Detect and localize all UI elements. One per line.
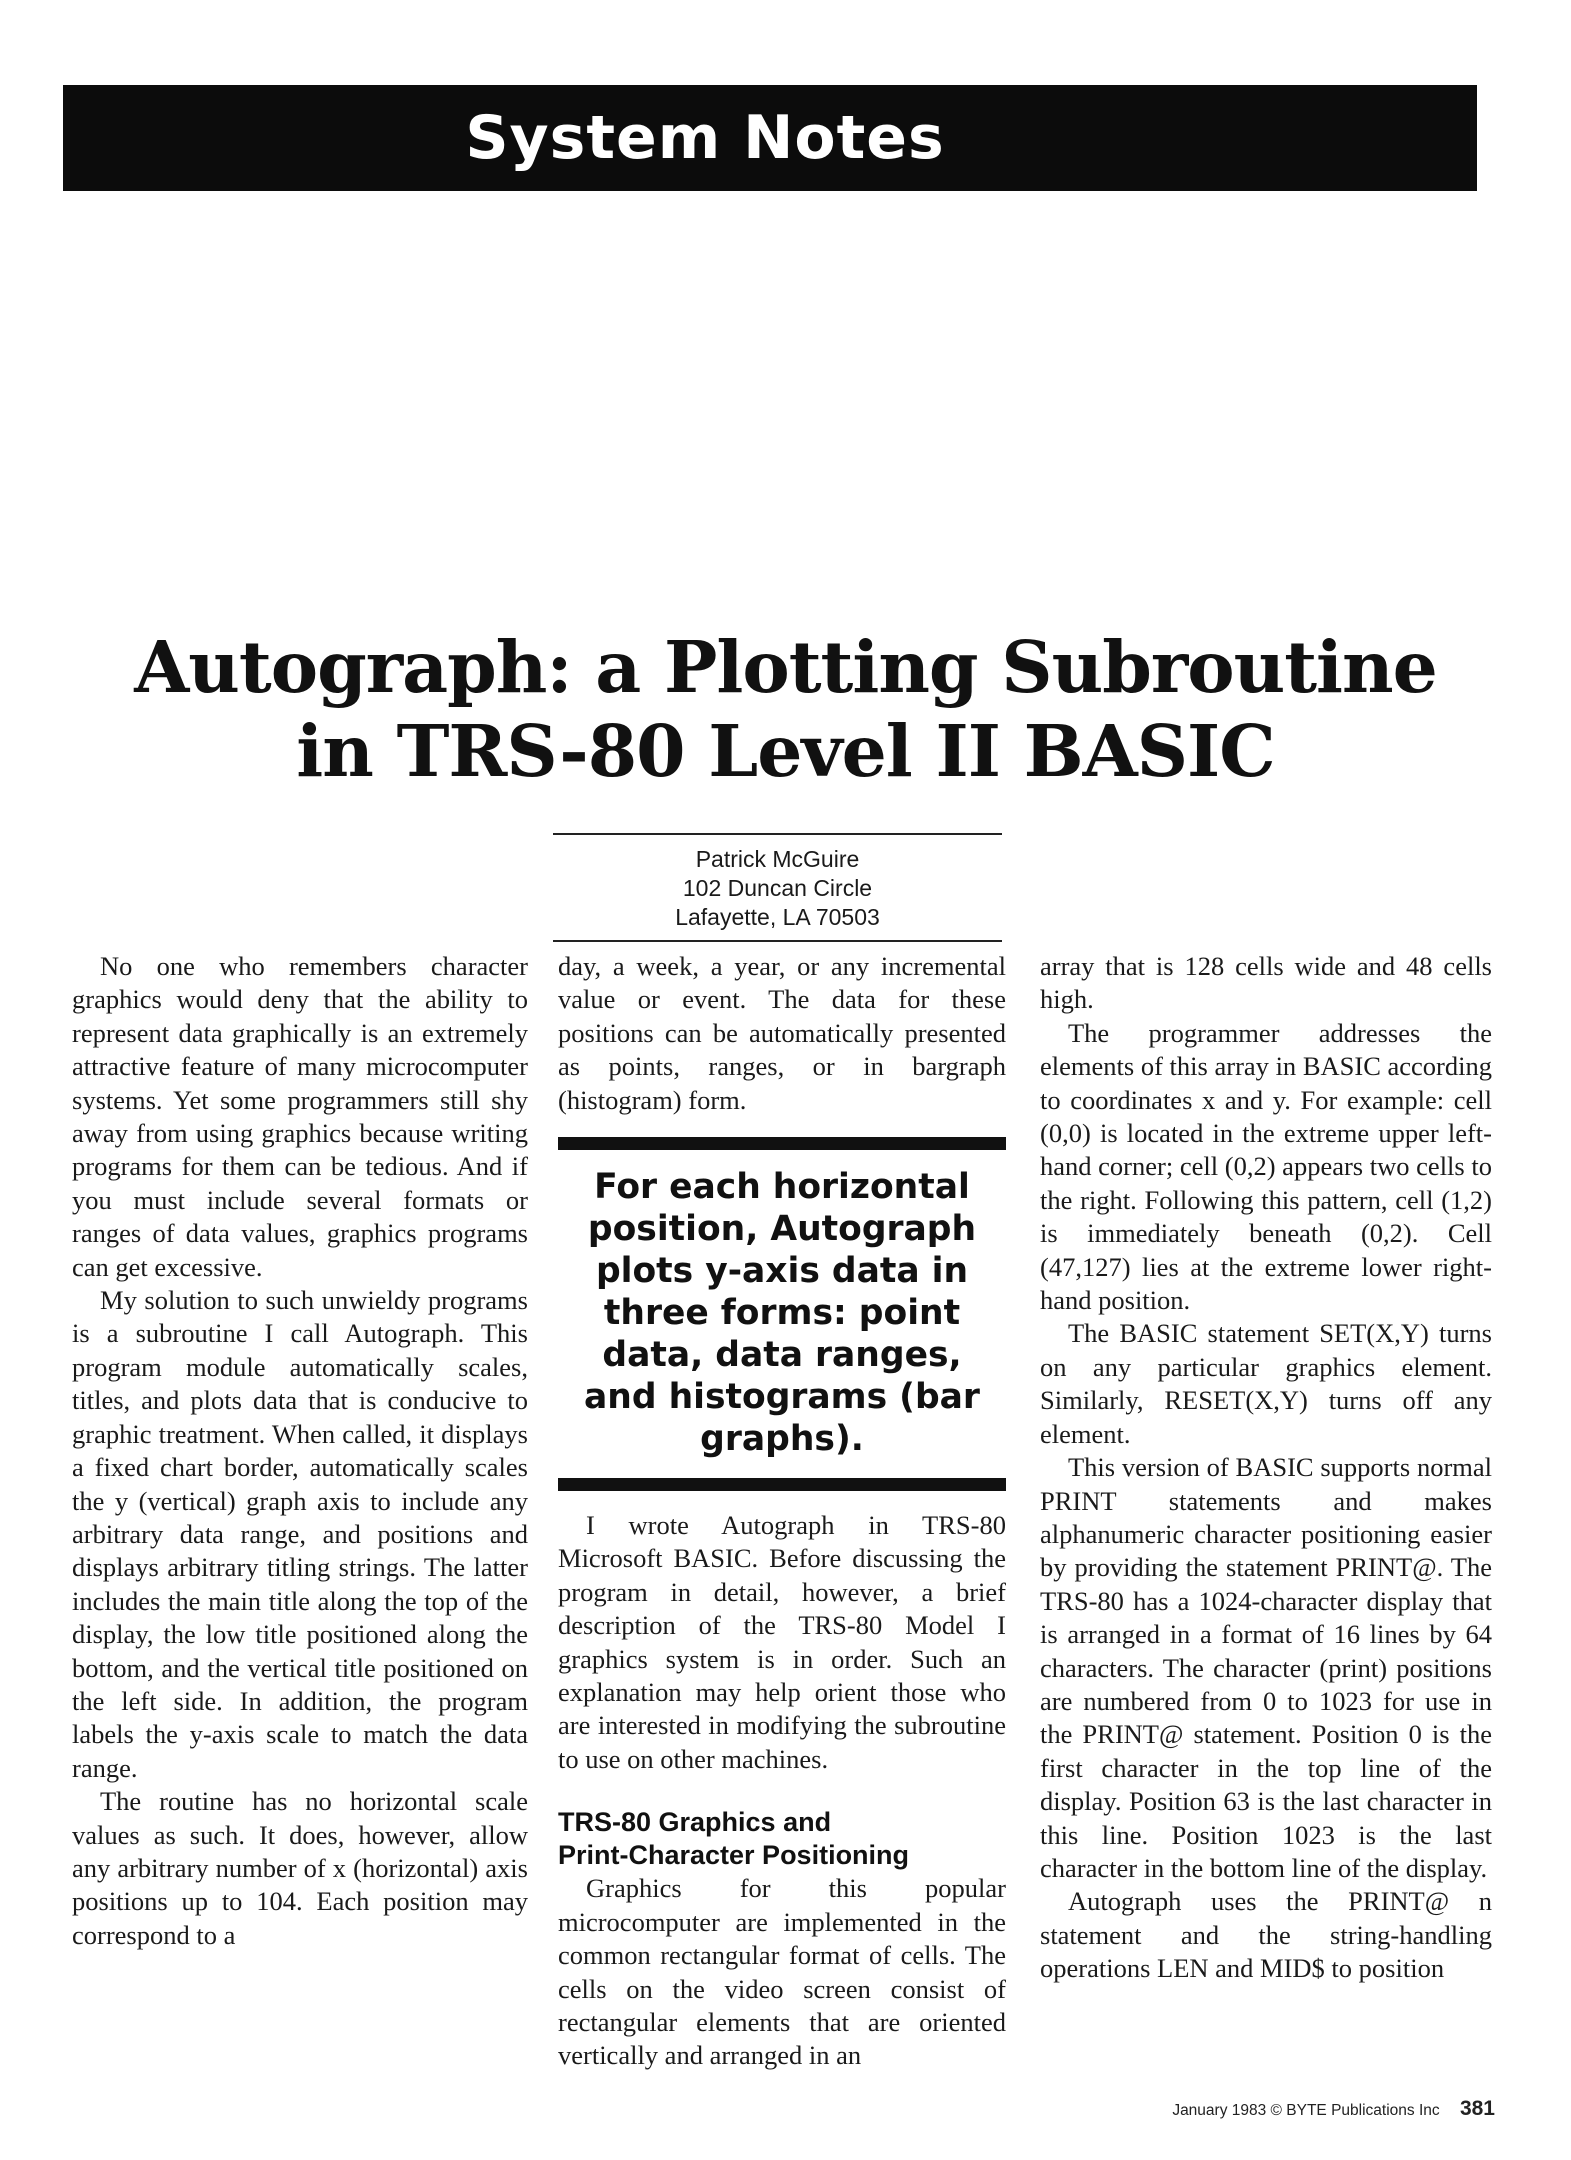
paragraph: day, a week, a year, or any incremental value or event. The data for these positions can be automatically presented as points, ranges, or in bargraph (histogram) form. xyxy=(558,951,1006,1115)
article-title-line-1: Autograph: a Plotting Subroutine xyxy=(134,625,1437,709)
text-column-3 xyxy=(1040,950,1492,1986)
article-title-line-2: in TRS-80 Level II BASIC xyxy=(296,709,1275,793)
paragraph: The routine has no horizontal scale values as such. It does, however, allow any arbitrary number of x (horizontal) axis positions up to 104. Each position may correspond to a xyxy=(72,1786,528,1950)
author-byline xyxy=(553,833,1002,942)
footer-issue-line: January 1983 © BYTE Publications Inc xyxy=(1172,2102,1440,2119)
paragraph: My solution to such unwieldy programs is a subroutine I call Autograph. This program module automatically scales, titles, and plots data that is conducive to graphic treatment. When called, it displays a fixed chart border, automatically scales the y (vertical) graph axis to include any arbitrary data range, and positions and displays arbitrary titling strings. The latter includes the main title along the top of the display, the low title positioned along the bottom, and the vertical title positioned on the left side. In addition, the program labels the y-axis scale to match the data range. xyxy=(72,1285,528,1783)
pull-quote: For each horizontal position, Autograph plots y-axis data in three forms: point data, data ranges, and histograms (bar graphs). xyxy=(558,1137,1006,1491)
paragraph: array that is 128 cells wide and 48 cells high. xyxy=(1040,951,1492,1015)
page-footer xyxy=(1000,2097,1495,2121)
page-number: 381 xyxy=(1459,2097,1495,2120)
section-banner-label: System Notes xyxy=(465,103,945,173)
author-city: Lafayette, LA 70503 xyxy=(675,904,880,930)
paragraph: Graphics for this popular microcomputer are implemented in the common rectangular format of cells. The cells on the video screen consist of rectangular elements that are oriented vertically and arranged in an xyxy=(558,1873,1006,2071)
article-title xyxy=(0,625,1571,793)
author-street: 102 Duncan Circle xyxy=(682,875,873,901)
paragraph: I wrote Autograph in TRS-80 Microsoft BASIC. Before discussing the program in detail, however, a brief description of the TRS-80 Model I graphics system is in order. Such an explanation may help orient those who are interested in modifying the subroutine to use on other machines. xyxy=(558,1510,1006,1774)
paragraph: No one who remembers character graphics would deny that the ability to represent data graphically is an extremely attractive feature of many microcomputer systems. Yet some programmers still shy away from using graphics because writing programs for them can be tedious. And if you must include several formats or ranges of data values, graphics programs can get excessive. xyxy=(72,951,528,1282)
section-banner xyxy=(63,85,1477,191)
section-subhead xyxy=(558,1806,1006,1872)
section-subhead-line-2: Print-Character Positioning xyxy=(558,1840,910,1871)
paragraph: The BASIC statement SET(X,Y) turns on any particular graphics element. Similarly, RESET(X,Y) turns off any element. xyxy=(1040,1318,1492,1449)
text-column-2 xyxy=(558,950,1006,2073)
author-name: Patrick McGuire xyxy=(695,846,860,872)
paragraph: Autograph uses the PRINT@ n statement and the string-handling operations LEN and MID$ to position xyxy=(1040,1886,1492,1984)
paragraph: This version of BASIC supports normal PRINT statements and makes alphanumeric character positioning easier by providing the statement PRINT@. The TRS-80 has a 1024-character display that is arranged in a format of 16 lines by 64 characters. The character (print) positions are numbered from 0 to 1023 for use in the PRINT@ statement. Position 0 is the first character in the top line of the display. Position 63 is the last character in this line. Position 1023 is the last character in the bottom line of the display. xyxy=(1040,1452,1492,1883)
paragraph: The programmer addresses the elements of this array in BASIC according to coordinates x and y. For example: cell (0,0) is located in the extreme upper left-hand corner; cell (0,2) appears two cells to the right. Following this pattern, cell (1,2) is immediately beneath (0,2). Cell (47,127) lies at the extreme lower right-hand position. xyxy=(1040,1017,1492,1316)
section-subhead-line-1: TRS-80 Graphics and xyxy=(558,1807,832,1838)
text-column-1 xyxy=(72,950,528,1952)
